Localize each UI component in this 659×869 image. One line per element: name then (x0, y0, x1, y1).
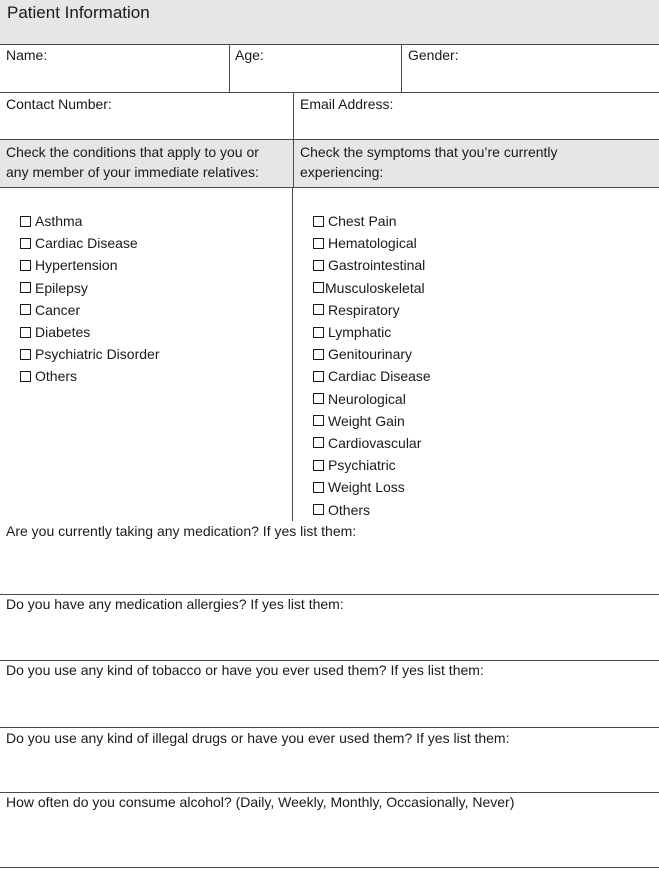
checkbox-icon[interactable] (20, 216, 31, 227)
divider (0, 792, 659, 793)
symptom-label: Hematological (328, 235, 417, 252)
tobacco-answer-field[interactable] (0, 682, 659, 726)
symptom-option[interactable] (313, 343, 431, 365)
allergies-answer-field[interactable] (0, 616, 659, 659)
checkbox-icon[interactable] (313, 327, 324, 338)
symptom-label: Respiratory (328, 301, 400, 318)
symptom-label: Weight Loss (328, 479, 405, 496)
symptom-label: Cardiac Disease (328, 368, 431, 385)
checkbox-icon[interactable] (20, 327, 31, 338)
symptom-label: Musculoskeletal (325, 279, 425, 296)
symptom-label: Cardiovascular (328, 434, 422, 451)
checkbox-icon[interactable] (313, 260, 324, 271)
divider (292, 188, 293, 521)
symptom-option[interactable] (313, 277, 431, 299)
condition-option[interactable] (20, 321, 159, 343)
symptom-label: Genitourinary (328, 346, 413, 363)
condition-label: Asthma (35, 213, 83, 230)
divider (0, 727, 659, 728)
symptom-label: Lymphatic (328, 324, 392, 341)
symptom-option[interactable] (313, 432, 431, 454)
condition-label: Cardiac Disease (35, 235, 138, 252)
symptom-option[interactable] (313, 365, 431, 387)
symptom-option[interactable] (313, 410, 431, 432)
condition-option[interactable] (20, 254, 159, 276)
symptom-option[interactable] (313, 299, 431, 321)
condition-label: Others (35, 368, 78, 385)
checkbox-icon[interactable] (313, 415, 324, 426)
age-label: Age: (235, 47, 264, 63)
symptom-label: Chest Pain (328, 213, 397, 230)
checkbox-icon[interactable] (313, 482, 324, 493)
conditions-checklist (20, 210, 159, 388)
alcohol-question: How often do you consume alcohol? (Daily, Weekly, Monthly, Occasionally, Never) (6, 794, 515, 810)
checkbox-icon[interactable] (313, 282, 324, 293)
checkbox-icon[interactable] (20, 371, 31, 382)
allergies-question: Do you have any medication allergies? If yes list them: (6, 596, 344, 612)
symptom-option[interactable] (313, 498, 431, 520)
checkbox-icon[interactable] (313, 349, 324, 360)
name-label: Name: (6, 47, 48, 63)
checkbox-icon[interactable] (313, 304, 324, 315)
conditions-prompt (6, 142, 259, 182)
symptom-label: Gastrointestinal (328, 257, 426, 274)
checkbox-icon[interactable] (313, 216, 324, 227)
tobacco-question: Do you use any kind of tobacco or have you ever used them? If yes list them: (6, 662, 484, 678)
email-field[interactable] (294, 93, 659, 139)
divider (0, 867, 659, 868)
symptom-option[interactable] (313, 232, 431, 254)
divider (0, 660, 659, 661)
condition-option[interactable] (20, 299, 159, 321)
conditions-prompt-line: Check the conditions that apply to you or (6, 144, 259, 160)
age-field[interactable] (230, 45, 401, 92)
condition-option[interactable] (20, 365, 159, 387)
contact-number-field[interactable] (0, 93, 293, 139)
condition-option[interactable] (20, 232, 159, 254)
condition-option[interactable] (20, 277, 159, 299)
checkbox-icon[interactable] (313, 238, 324, 249)
symptom-option[interactable] (313, 321, 431, 343)
condition-label: Epilepsy (35, 279, 88, 296)
condition-option[interactable] (20, 210, 159, 232)
checkbox-icon[interactable] (313, 371, 324, 382)
drugs-answer-field[interactable] (0, 750, 659, 791)
symptom-label: Weight Gain (328, 412, 405, 429)
symptom-option[interactable] (313, 476, 431, 498)
condition-label: Cancer (35, 301, 81, 318)
checkbox-icon[interactable] (20, 304, 31, 315)
name-field[interactable] (0, 45, 229, 92)
symptom-option[interactable] (313, 254, 431, 276)
contact-label: Contact Number: (6, 96, 112, 112)
divider (0, 594, 659, 595)
gender-label: Gender: (408, 47, 459, 63)
symptom-option[interactable] (313, 454, 431, 476)
checkbox-icon[interactable] (20, 260, 31, 271)
condition-label: Psychiatric Disorder (35, 346, 160, 363)
symptoms-prompt-line: Check the symptoms that you’re currently (300, 144, 558, 160)
conditions-prompt-line: any member of your immediate relatives: (6, 164, 259, 180)
divider (0, 187, 659, 188)
checkbox-icon[interactable] (20, 282, 31, 293)
gender-field[interactable] (402, 45, 659, 92)
condition-option[interactable] (20, 343, 159, 365)
drugs-question: Do you use any kind of illegal drugs or have you ever used them? If yes list them: (6, 730, 510, 746)
symptoms-prompt (300, 142, 558, 182)
symptom-option[interactable] (313, 210, 431, 232)
alcohol-answer-field[interactable] (0, 814, 659, 866)
condition-label: Hypertension (35, 257, 118, 274)
symptom-label: Neurological (328, 390, 406, 407)
symptoms-checklist (313, 210, 431, 521)
symptom-option[interactable] (313, 388, 431, 410)
medication-question: Are you currently taking any medication? If yes list them: (6, 523, 357, 539)
symptom-label: Psychiatric (328, 457, 396, 474)
symptoms-prompt-line: experiencing: (300, 164, 384, 180)
checkbox-icon[interactable] (313, 460, 324, 471)
checkbox-icon[interactable] (20, 349, 31, 360)
email-label: Email Address: (300, 96, 394, 112)
checkbox-icon[interactable] (20, 238, 31, 249)
page-title: Patient Information (7, 3, 150, 22)
medication-answer-field[interactable] (0, 543, 659, 593)
checkbox-icon[interactable] (313, 437, 324, 448)
checkbox-icon[interactable] (313, 504, 324, 515)
condition-label: Diabetes (35, 324, 91, 341)
checkbox-icon[interactable] (313, 393, 324, 404)
form-header (0, 0, 659, 44)
symptom-label: Others (328, 501, 371, 518)
